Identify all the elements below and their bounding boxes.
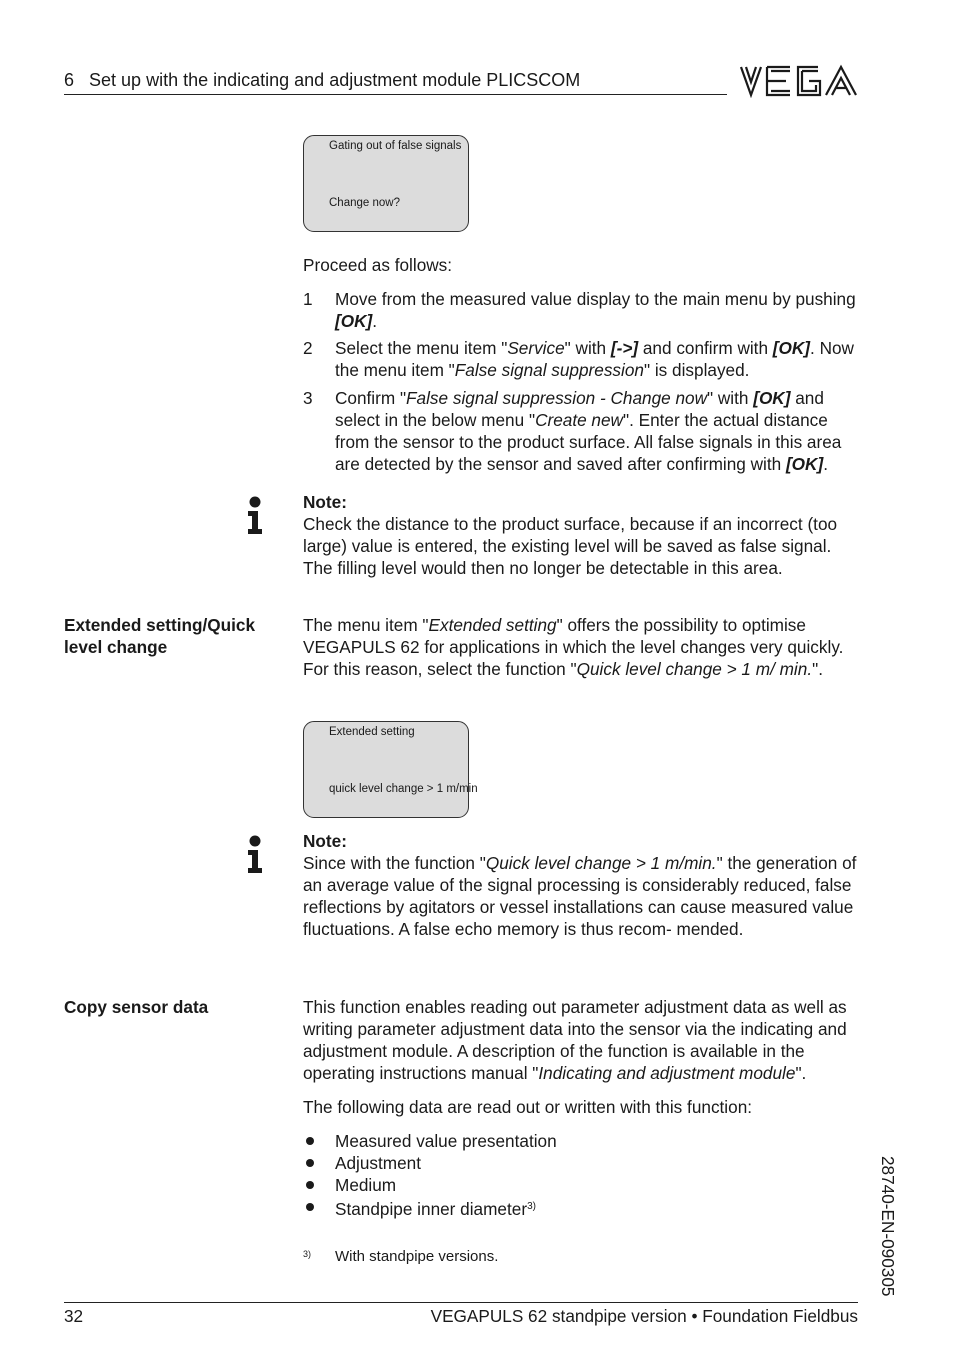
list-item: Standpipe inner diameter$^{3)}$ bbox=[335, 1199, 536, 1219]
footer-title: VEGAPULS 62 standpipe version • Foundation Fieldbus bbox=[430, 1306, 858, 1326]
step-text: Move from the measured value display to the main menu by pushing [OK]. bbox=[335, 289, 856, 331]
lcd-line-2: quick level change > 1 m/min bbox=[329, 783, 478, 795]
lcd-line-1: Gating out of false signals bbox=[329, 140, 462, 152]
footer-rule bbox=[64, 1302, 858, 1303]
footnote-text: With standpipe versions. bbox=[335, 1248, 499, 1265]
footnote-marker: 3) bbox=[303, 1249, 312, 1259]
side-heading-copy: Copy sensor data bbox=[64, 997, 209, 1017]
note-title: Note: bbox=[303, 492, 347, 512]
note-title: Note: bbox=[303, 831, 347, 851]
lcd-line-1: Extended setting bbox=[329, 726, 415, 738]
list-item: Medium bbox=[335, 1175, 397, 1195]
lcd-display-false-signals bbox=[303, 135, 469, 232]
step-number: 2 bbox=[303, 338, 313, 358]
bullet-dot bbox=[306, 1137, 314, 1145]
proceed-text: Proceed as follows: bbox=[303, 255, 453, 275]
lcd-display-extended bbox=[303, 721, 478, 818]
section-title: Set up with the indicating and adjustment module PLICSCOM bbox=[89, 70, 581, 90]
copy-text: This function enables reading out parameter adjustment data as well as writing parameter adjustment data into the sensor via the indicating and adjustment module. A description of the function is available in the operating instructions manual "Indicating and adjustment module". bbox=[303, 997, 847, 1083]
header-rule bbox=[64, 94, 727, 95]
side-heading-extended: Extended setting/Quick level change bbox=[64, 615, 256, 657]
step-text: Confirm "False signal suppression - Change now" with [OK] and select in the below menu "Create new". Enter the actual distance from the sensor to the product surface. All false signals in this area are detected by the sensor and saved after confirming with [OK]. bbox=[335, 388, 842, 474]
list-item: Measured value presentation bbox=[335, 1131, 557, 1151]
document-id: 28740-EN-090305 bbox=[878, 1156, 898, 1297]
step-text: Select the menu item "Service" with [->] and confirm with [OK]. Now the menu item "False signal suppression" is displayed. bbox=[335, 338, 854, 380]
list-item: Adjustment bbox=[335, 1153, 421, 1173]
page-number: 32 bbox=[64, 1306, 84, 1326]
step-number: 1 bbox=[303, 289, 313, 309]
copy-intro: The following data are read out or written with this function: bbox=[303, 1097, 753, 1117]
note-2 bbox=[303, 830, 859, 940]
step-number: 3 bbox=[303, 388, 313, 408]
note-text: Since with the function "Quick level change > 1 m/min." the generation of an average value of the signal processing is considerably reduced, false reflections by agitators or vessel installations can cause measured value fluctuations. A false echo memory is thus recom- mended. bbox=[303, 853, 857, 939]
section-number: 6 bbox=[64, 70, 75, 90]
section-header bbox=[64, 70, 580, 91]
vega-logo bbox=[740, 64, 858, 98]
bullet-dot bbox=[306, 1203, 314, 1211]
info-icon bbox=[246, 496, 264, 536]
note-1 bbox=[303, 491, 859, 579]
bullet-dot bbox=[306, 1181, 314, 1189]
lcd-line-2: Change now? bbox=[329, 197, 400, 209]
bullet-dot bbox=[306, 1159, 314, 1167]
info-icon bbox=[246, 835, 264, 875]
footnote-ref: 3) bbox=[527, 1201, 536, 1212]
extended-text: The menu item "Extended setting" offers the possibility to optimise VEGAPULS 62 for applications in which the level changes very quickly. For this reason, select the function "Quick level change > 1 m/ min.". bbox=[303, 615, 844, 679]
note-text: Check the distance to the product surface, because if an incorrect (too large) value is entered, the existing level will be saved as false signal. The filling level would then no longer be detectable in this area. bbox=[303, 514, 838, 578]
